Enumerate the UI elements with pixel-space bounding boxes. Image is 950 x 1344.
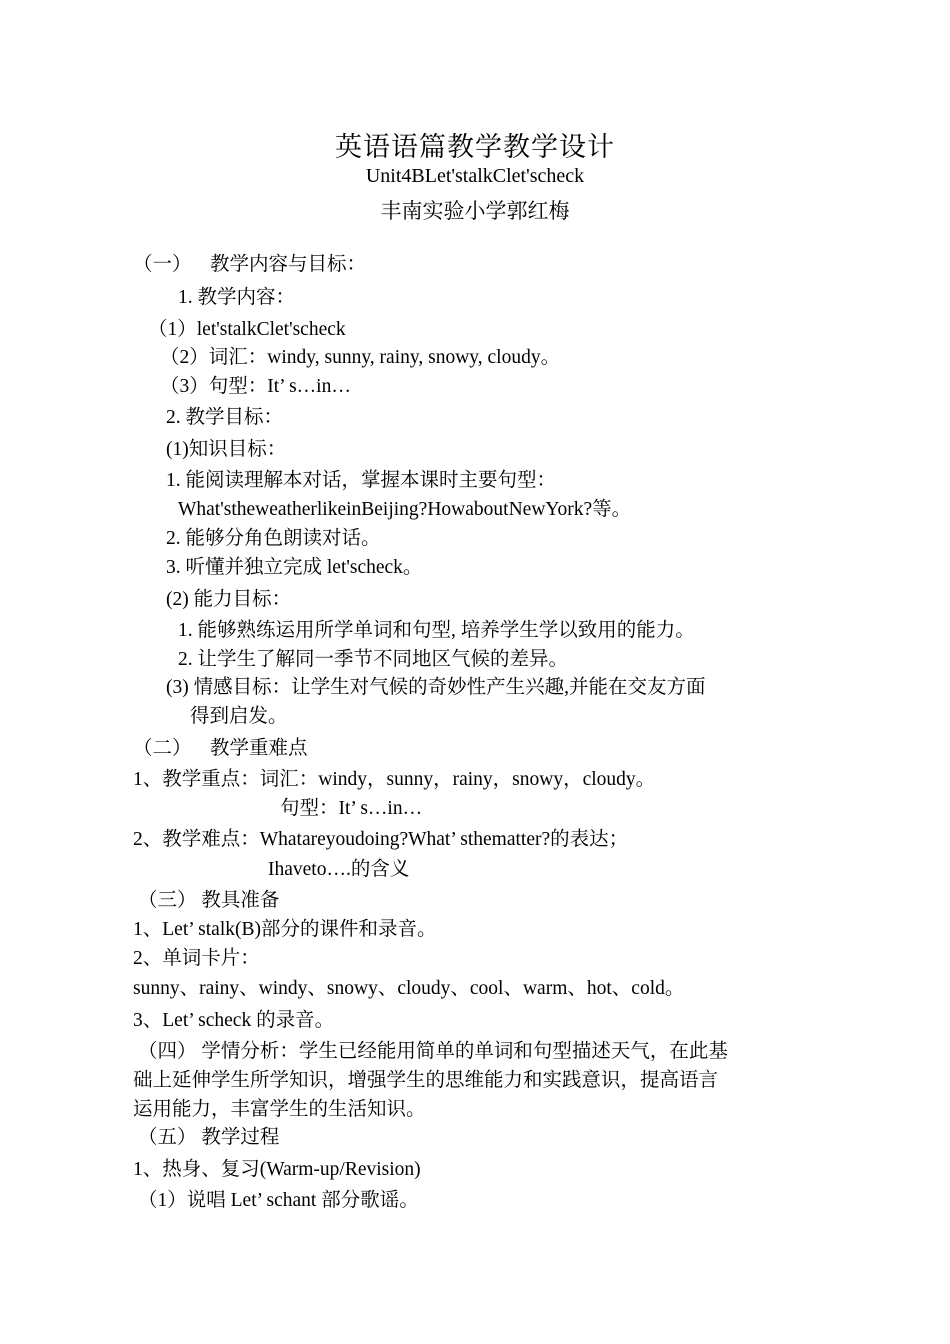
section-2-number: （二） [133, 738, 192, 759]
section-1-number: （一） [133, 254, 192, 275]
section-3-heading: （三） 教具准备 [138, 890, 280, 911]
section-5-heading: （五） 教学过程 [138, 1127, 280, 1148]
document-subtitle: Unit4BLet'stalkClet'scheck [365, 165, 585, 187]
section-1-1-item-b: （2）词汇：windy, sunny, rainy, snowy, cloudy。 [160, 347, 561, 368]
knowledge-goal-2: 2. 能够分角色朗读对话。 [166, 528, 381, 549]
teaching-aid-2: 2、单词卡片： [133, 948, 260, 969]
process-step-1: 1、热身、复习(Warm-up/Revision) [133, 1159, 421, 1180]
teaching-aid-2-words: sunny、rainy、windy、snowy、cloudy、cool、warm、hot、cold。 [133, 978, 685, 999]
student-analysis-line-3: 运用能力，丰富学生的生活知识。 [133, 1099, 426, 1120]
key-points-vocabulary: 1、教学重点：词汇：windy，sunny，rainy，snowy，cloudy。 [133, 769, 656, 790]
difficult-points: 2、教学难点：Whatareyoudoing?What’ sthematter?的表达； [133, 829, 629, 850]
ability-goal-heading: (2) 能力目标： [166, 589, 292, 610]
document-author: 丰南实验小学郭红梅 [380, 199, 570, 223]
student-analysis-line-1: （四） 学情分析：学生已经能用简单的单词和句型描述天气，在此基 [138, 1041, 728, 1062]
key-points-sentence: 句型：It’ s…in… [280, 798, 423, 819]
teaching-aid-3: 3、Let’ scheck 的录音。 [133, 1010, 335, 1031]
section-1-heading: 教学内容与目标： [210, 254, 367, 275]
ability-goal-2: 2. 让学生了解同一季节不同地区气候的差异。 [178, 649, 569, 670]
section-2-heading: 教学重难点 [210, 738, 308, 759]
knowledge-goal-3: 3. 听懂并独立完成 let'scheck。 [166, 557, 423, 578]
knowledge-goal-1-sentence: What'stheweatherlikeinBeijing?HowaboutNewYork?等。 [178, 499, 632, 520]
teaching-aid-1: 1、Let’ stalk(B)部分的课件和录音。 [133, 919, 437, 940]
section-1-2-heading: 2. 教学目标： [166, 407, 284, 428]
ability-goal-1: 1. 能够熟练运用所学单词和句型, 培养学生学以致用的能力。 [178, 620, 695, 641]
emotion-goal: (3) 情感目标：让学生对气候的奇妙性产生兴趣,并能在交友方面 [166, 677, 706, 698]
student-analysis-line-2: 础上延伸学生所学知识，增强学生的思维能力和实践意识，提高语言 [133, 1070, 719, 1091]
emotion-goal-continued: 得到启发。 [190, 706, 288, 727]
section-1-1-item-c: （3）句型：It’ s…in… [160, 376, 351, 397]
knowledge-goal-heading: (1)知识目标： [166, 439, 287, 460]
difficult-points-continued: Ihaveto….的含义 [268, 859, 410, 880]
section-1-1-heading: 1. 教学内容： [178, 287, 296, 308]
document-title: 英语语篇教学教学设计 [335, 132, 615, 162]
knowledge-goal-1: 1. 能阅读理解本对话，掌握本课时主要句型： [166, 470, 557, 491]
process-step-1-item-1: （1）说唱 Let’ schant 部分歌谣。 [138, 1190, 419, 1211]
section-1-1-item-a: （1）let'stalkClet'scheck [148, 319, 346, 340]
